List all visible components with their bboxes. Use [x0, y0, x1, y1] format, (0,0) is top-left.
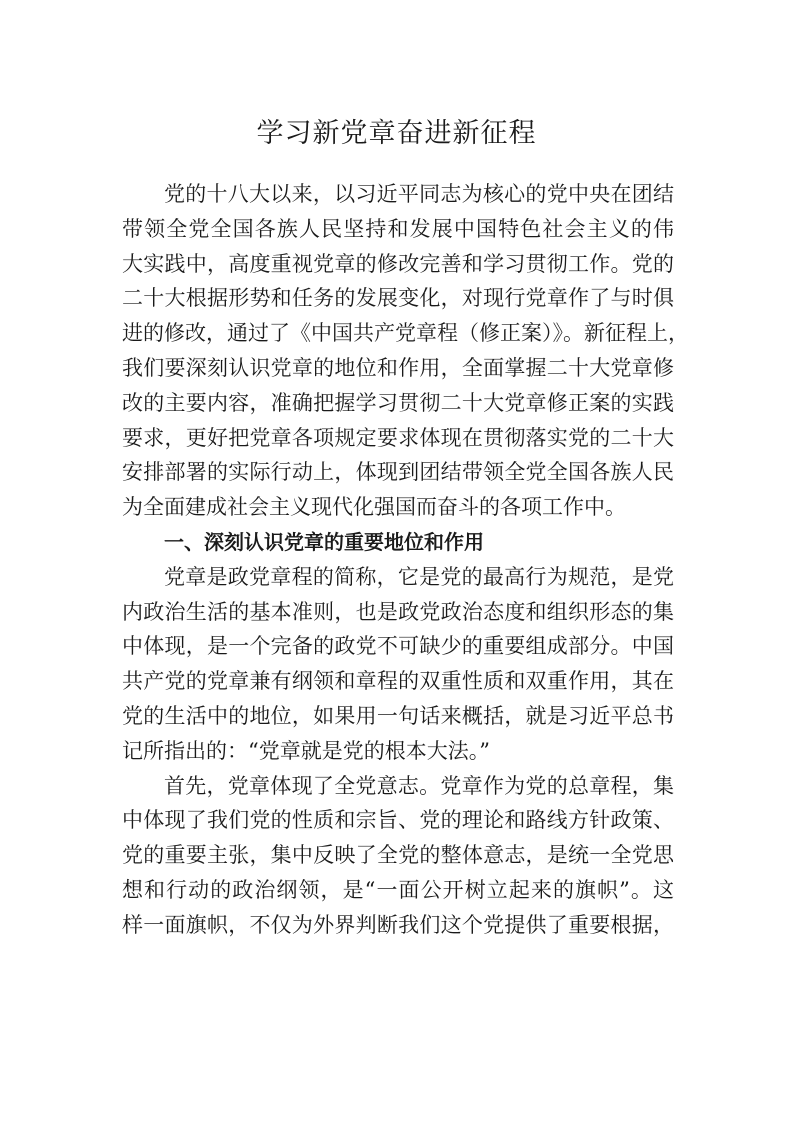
text-line: 大实践中，高度重视党章的修改完善和学习贯彻工作。党的: [122, 251, 674, 276]
text-line: 中体现了我们党的性质和宗旨、党的理论和路线方针政策、: [122, 808, 674, 833]
text-line: 样一面旗帜，不仅为外界判断我们这个党提供了重要根据，: [122, 912, 674, 937]
text-line: 党的重要主张，集中反映了全党的整体意志，是统一全党思: [122, 843, 674, 868]
section-heading: 一、深刻认识党章的重要地位和作用: [164, 529, 484, 554]
text-line: 首先，党章体现了全党意志。党章作为党的总章程，集: [164, 773, 674, 798]
text-line: 我们要深刻认识党章的地位和作用，全面掌握二十大党章修: [122, 355, 674, 380]
text-line: 进的修改，通过了《中国共产党章程（修正案）》。新征程上，: [122, 321, 689, 346]
document-body: [122, 177, 689, 943]
text-line: 内政治生活的基本准则，也是政党政治态度和组织形态的集: [122, 599, 674, 624]
text-line: 二十大根据形势和任务的发展变化，对现行党章作了与时俱: [122, 286, 674, 311]
document-title: 学习新党章奋进新征程: [256, 118, 537, 150]
text-line: 党的生活中的地位，如果用一句话来概括，就是习近平总书: [122, 703, 674, 728]
text-line: 记所指出的：“党章就是党的根本大法。”: [122, 738, 490, 763]
text-line: 党的十八大以来，以习近平同志为核心的党中央在团结: [164, 182, 674, 206]
text-line: 安排部署的实际行动上，体现到团结带领全党全国各族人民: [122, 460, 674, 485]
text-line: 想和行动的政治纲领，是“一面公开树立起来的旗帜”。这: [122, 877, 674, 902]
paragraph-intro: [122, 177, 689, 525]
text-line: 中体现，是一个完备的政党不可缺少的重要组成部分。中国: [122, 634, 674, 659]
paragraph-party-constitution: [122, 560, 674, 769]
text-line: 为全面建成社会主义现代化强国而奋斗的各项工作中。: [122, 495, 626, 520]
text-line: 党章是政党章程的简称，它是党的最高行为规范，是党: [164, 564, 674, 589]
text-line: 改的主要内容，准确把握学习贯彻二十大党章修正案的实践: [122, 390, 674, 415]
text-line: 要求，更好把党章各项规定要求体现在贯彻落实党的二十大: [122, 425, 674, 450]
text-line: 带领全党全国各族人民坚持和发展中国特色社会主义的伟: [122, 216, 674, 241]
paragraph-first-point: [122, 769, 674, 943]
text-line: 共产党的党章兼有纲领和章程的双重性质和双重作用，其在: [122, 669, 674, 694]
